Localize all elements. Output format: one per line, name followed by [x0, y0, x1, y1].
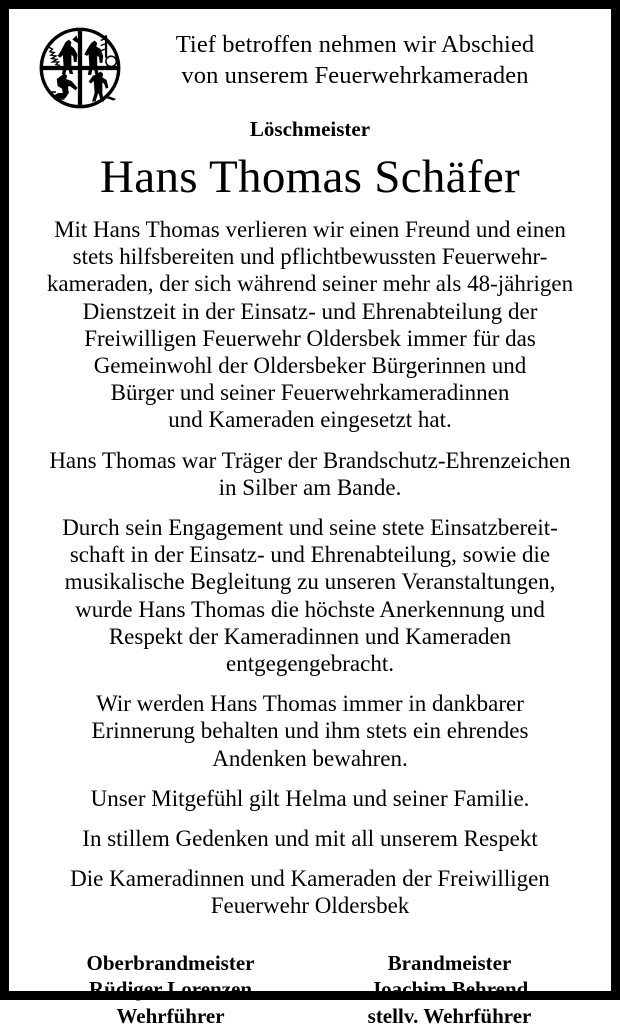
- signature-name: Rüdiger Lorenzen: [88, 977, 253, 1002]
- text-line: Durch sein Engagement und seine stete Einsatzbereit-: [62, 515, 558, 541]
- notice-paper: [9, 9, 611, 1028]
- deceased-name: Hans Thomas Schäfer: [100, 151, 520, 203]
- text-line: in Silber am Bande.: [218, 474, 402, 500]
- text-line: Wir werden Hans Thomas immer in dankbarer: [96, 691, 524, 717]
- signature-role: stellv. Wehrführer: [367, 1003, 532, 1028]
- text-line: Dienstzeit in der Einsatz- und Ehrenabteilung der: [82, 298, 538, 324]
- text-line: Respekt der Kameradinnen und Kameraden: [108, 623, 512, 649]
- signature-right: [310, 950, 589, 1029]
- text-line: Bürger und seiner Feuerwehrkameradinnen: [110, 380, 510, 406]
- signature-left: [31, 950, 310, 1029]
- text-line: Erinnerung behalten und ihm stets ein ehrendes: [91, 718, 529, 744]
- signature-block: [31, 950, 589, 1029]
- paragraph-recognition: [31, 514, 589, 677]
- text-line: entgegengebracht.: [226, 651, 394, 677]
- rank-title: Löschmeister: [249, 117, 371, 141]
- text-line: Unser Mitgefühl gilt Helma und seiner Familie.: [90, 785, 530, 811]
- header-text-block: [139, 23, 589, 91]
- paragraph-signatory-group: [31, 865, 589, 919]
- paragraph-remembrance: [31, 690, 589, 772]
- paragraph-honours: [31, 447, 589, 501]
- text-line: Freiwilligen Feuerwehr Oldersbek immer für das: [84, 325, 536, 351]
- header-line-2: von unserem Feuerwehrkameraden: [181, 62, 529, 89]
- paragraph-condolence: [31, 785, 589, 812]
- paragraph-respect: [31, 825, 589, 852]
- paragraph-tribute: [31, 216, 589, 434]
- text-line: musikalische Begleitung zu unseren Veranstaltungen,: [64, 569, 556, 595]
- signature-rank: Brandmeister: [387, 950, 512, 975]
- text-line: schaft in der Einsatz- und Ehrenabteilung, sowie die: [69, 542, 551, 568]
- notice-header: [31, 23, 589, 111]
- text-line: kameraden, der sich während seiner mehr als 48-jährigen: [46, 271, 574, 297]
- text-line: Andenken bewahren.: [212, 745, 408, 771]
- signature-rank: Oberbrandmeister: [86, 950, 255, 975]
- header-line-1: Tief betroffen nehmen wir Abschied: [175, 31, 535, 58]
- text-line: Gemeinwohl der Oldersbeker Bürgerinnen und: [93, 353, 527, 379]
- text-line: Die Kameradinnen und Kameraden der Freiwilligen: [70, 866, 550, 892]
- text-line: wurde Hans Thomas die höchste Anerkennung und: [75, 596, 545, 622]
- signature-role: Wehrführer: [116, 1003, 225, 1028]
- text-line: Mit Hans Thomas verlieren wir einen Freund und einen: [54, 217, 566, 242]
- signature-name: Joachim Behrend: [370, 977, 529, 1002]
- text-line: Feuerwehr Oldersbek: [210, 893, 410, 919]
- notice-body: [31, 216, 589, 920]
- text-line: In stillem Gedenken und mit all unserem Respekt: [82, 826, 538, 852]
- feuerwehr-emblem-icon: [37, 25, 123, 111]
- text-line: stets hilfsbereiten und pflichtbewussten Feuerwehr-: [72, 244, 548, 270]
- text-line: Hans Thomas war Träger der Brandschutz-Ehrenzeichen: [49, 447, 571, 473]
- text-line: und Kameraden eingesetzt hat.: [168, 407, 452, 433]
